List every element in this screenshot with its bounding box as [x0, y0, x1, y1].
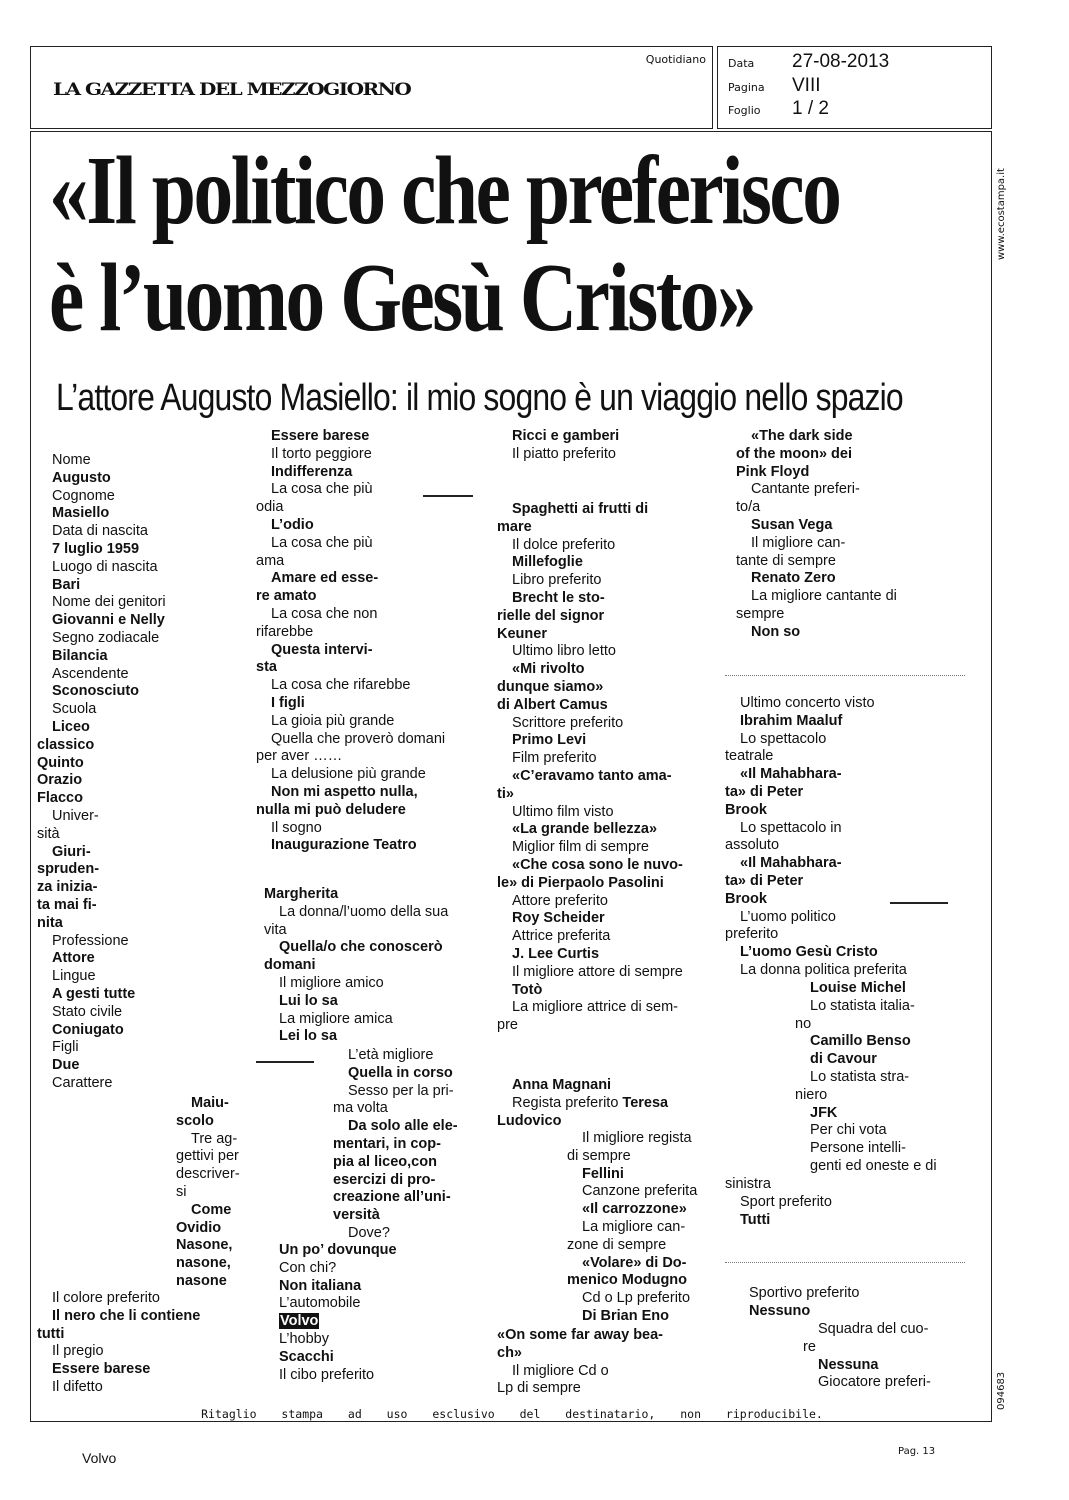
text-line: Ovidio: [176, 1219, 222, 1236]
dotted-divider: [725, 1262, 965, 1263]
text-line: Lo statista italia-: [810, 997, 915, 1014]
text-line: Ludovico: [497, 1112, 562, 1129]
text-line: scolo: [176, 1112, 214, 1129]
newspaper-masthead: LA GAZZETTA DEL MEZZOGIORNO: [53, 79, 411, 100]
column-4-top: [736, 428, 897, 642]
text-line: Tre ag-: [191, 1130, 238, 1147]
text-line: «Il Mahabhara-: [740, 766, 842, 783]
text-line: L’età migliore: [348, 1047, 434, 1063]
text-line: ta» di Peter: [725, 783, 804, 800]
text-line: sinistra: [725, 1176, 771, 1192]
date-value: 27-08-2013: [792, 51, 890, 72]
inline-answer: Teresa: [618, 1094, 669, 1111]
text-line: Orazio: [37, 772, 83, 789]
text-line: Professione: [52, 932, 129, 949]
text-line: Il sogno: [271, 819, 322, 836]
text-line: Susan Vega: [751, 516, 833, 533]
text-line: «On some far away beа-: [497, 1327, 664, 1343]
column-2-sub: [333, 1047, 458, 1243]
text-line: Totò: [512, 981, 543, 998]
text-line: Univer-: [52, 807, 99, 824]
text-line: «Il carrozzone»: [582, 1201, 687, 1218]
text-line: Spaghetti ai frutti di: [512, 501, 649, 517]
text-line: Lingue: [52, 968, 96, 985]
text-line: rielle del signor: [497, 607, 605, 624]
text-line: Coniugato: [52, 1021, 124, 1038]
footer-keyword: Volvo: [82, 1450, 117, 1466]
text-line: ta mai fi-: [37, 896, 97, 913]
text-line: Lo spettacolo in: [740, 819, 842, 836]
text-line: Libro preferito: [512, 572, 602, 589]
text-line: Come: [191, 1201, 232, 1218]
text-line: La cosa che più: [271, 534, 373, 551]
text-line: to/a: [736, 499, 761, 516]
text-line: nulla mi può deludere: [256, 801, 406, 818]
text-line: Giocatore preferi-: [818, 1374, 931, 1391]
text-line: Un po’ dovunque: [279, 1242, 397, 1258]
text-line: versità: [333, 1207, 380, 1224]
site-text: www.ecostampa.it: [996, 168, 1007, 260]
text-line: «Il Mahabhara-: [740, 855, 842, 872]
text-line: Maiu-: [191, 1095, 229, 1111]
text-line: of the moon» dei: [736, 445, 852, 462]
date-row: [728, 51, 988, 73]
text-line: Flacco: [37, 790, 83, 807]
text-line: ama: [256, 552, 285, 569]
text-line: Film preferito: [512, 750, 597, 767]
text-line: Nessuna: [818, 1356, 879, 1373]
text-line: La migliore attrice di sem-: [512, 999, 678, 1016]
text-line: Luogo di nascita: [52, 558, 158, 575]
text-line: Attrice preferita: [512, 928, 611, 945]
text-line: Stato civile: [52, 1003, 123, 1020]
text-line: Per chi vota: [810, 1122, 887, 1139]
text-line: Roy Scheider: [512, 910, 605, 927]
text-line: La cosa che rifarebbe: [271, 677, 411, 694]
clipping-code: [996, 1365, 1012, 1410]
text-line: Millefoglie: [512, 554, 583, 571]
text-line: Con chi?: [279, 1259, 337, 1276]
text-line: Nome dei genitori: [52, 594, 166, 611]
sheet-value: 1 / 2: [792, 98, 829, 119]
text-line: L’uomo Gesù Cristo: [740, 944, 878, 961]
text-line: Pink Floyd: [736, 463, 810, 480]
text-line: Inaugurazione Teatro: [271, 837, 417, 854]
column-3-sub: [567, 1130, 697, 1326]
text-line: Il difetto: [52, 1378, 103, 1395]
text-line: Sesso per la pri-: [348, 1082, 454, 1099]
footer-page-number: Pag. 13: [898, 1446, 936, 1457]
text-line: teatrale: [725, 748, 774, 765]
column-2-middle: [264, 886, 448, 1046]
text-line: niero: [795, 1086, 828, 1103]
text-line: Keuner: [497, 625, 547, 642]
text-line: di sempre: [567, 1147, 631, 1164]
rule-divider: [423, 495, 473, 497]
text-line: Ascendente: [52, 665, 129, 682]
text-line: Louise Michel: [810, 980, 906, 996]
text-line: Sportivo preferito: [749, 1285, 860, 1301]
column-2-top: [256, 428, 445, 855]
text-line: Ultimo concerto visto: [740, 695, 875, 711]
masthead-box: [30, 46, 713, 129]
text-line: sempre: [736, 605, 785, 622]
column-1-bottom: [37, 1290, 200, 1397]
dotted-divider: [725, 675, 965, 676]
text-line: Il migliore attore di sempre: [512, 963, 683, 980]
text-line: Il dolce preferito: [512, 536, 616, 553]
text-line: Non so: [751, 623, 801, 640]
text-line: La cosa che non: [271, 605, 378, 622]
text-line: L’hobby: [279, 1330, 329, 1347]
text-line: Il pregio: [52, 1343, 104, 1360]
text-line: Bari: [52, 576, 81, 593]
text-line: dunque siamo»: [497, 678, 604, 695]
text-line: Indifferenza: [271, 463, 353, 480]
text-line: Il torto peggiore: [271, 445, 372, 462]
text-line: si: [176, 1183, 187, 1200]
text-line: Lei lo sa: [279, 1028, 338, 1045]
text-line: assoluto: [725, 837, 780, 854]
text-line: Brecht le sto-: [512, 589, 605, 606]
subtitle: L’attore Augusto Masiello: il mio sogno è un viaggio nello spazio: [56, 377, 903, 419]
text-line: «Che cosa sono le nuvo-: [512, 856, 683, 873]
page-label: Pagina: [728, 81, 765, 94]
text-line: Cognome: [52, 487, 115, 504]
text-line: per aver ……: [256, 748, 343, 765]
column-1-middle: [176, 1095, 240, 1291]
text-line: Lo statista stra-: [810, 1068, 910, 1085]
text-line: sta: [256, 659, 277, 676]
text-line: Scuola: [52, 701, 97, 718]
text-line: Il piatto preferito: [512, 445, 616, 462]
text-line: La delusione più grande: [271, 766, 426, 783]
text-line: Quinto: [37, 754, 84, 771]
text-line: Renato Zero: [751, 570, 836, 587]
text-line: nasone: [176, 1272, 227, 1289]
code-text: 094683: [996, 1371, 1007, 1410]
text-line: menico Modugno: [567, 1272, 688, 1289]
text-line: esercizi di pro-: [333, 1171, 436, 1188]
text-line: Ricci e gamberi: [512, 428, 620, 444]
text-line: I figli: [271, 694, 305, 711]
text-line: Cantante preferi-: [751, 481, 860, 498]
date-label: Data: [728, 57, 755, 70]
text-line: Il migliore can-: [751, 534, 846, 551]
text-line: no: [795, 1015, 812, 1032]
headline-line-2: è l’uomo Gesù Cristo»: [49, 244, 755, 352]
text-line: preferito: [725, 926, 779, 943]
text-line: L’automobile: [279, 1295, 361, 1312]
column-3-low: [497, 1077, 668, 1130]
text-line: Non italiana: [279, 1277, 362, 1294]
text-line: «C’eravamo tanto ama-: [512, 767, 672, 784]
text-line: L’uomo politico: [740, 908, 836, 925]
text-line: ch»: [497, 1344, 522, 1361]
text-line: La migliore cantante di: [751, 588, 897, 605]
text-line: genti ed oneste e di: [810, 1157, 937, 1174]
text-line: re: [803, 1338, 816, 1355]
text-line: Essere barese: [271, 428, 370, 444]
text-line: 7 luglio 1959: [52, 540, 140, 557]
text-line: Regista preferito Teresa: [512, 1094, 669, 1111]
rule-divider: [890, 902, 948, 904]
text-line: Lo spettacolo: [740, 730, 827, 747]
text-line: Quella/o che conoscerò: [279, 939, 443, 956]
text-line: Il migliore amico: [279, 974, 384, 991]
text-line: Lp di sempre: [497, 1380, 581, 1397]
text-line: re amato: [256, 588, 317, 605]
text-line: Primo Levi: [512, 732, 587, 749]
text-line: Quella che proverò domani: [271, 730, 446, 747]
column-3-top: [497, 428, 619, 464]
text-line: Di Brian Eno: [582, 1307, 670, 1324]
text-line: Giovanni e Nelly: [52, 612, 165, 629]
text-line: di Cavour: [810, 1051, 877, 1068]
text-line: za inizia-: [37, 879, 98, 896]
ecostampa-watermark: [996, 150, 1012, 260]
text-line: Ibrahim Maaluf: [740, 712, 843, 729]
text-line: domani: [264, 957, 316, 974]
text-line: La migliore amica: [279, 1010, 393, 1027]
text-line: Nome: [52, 452, 91, 468]
column-4-sub: [795, 980, 937, 1176]
text-line: mare: [497, 518, 532, 535]
page-row: [728, 75, 988, 97]
copyright-note: Ritaglio stampa ad uso esclusivo del destinatario, non riproducibile.: [201, 1407, 823, 1421]
headline-line-1: «Il politico che preferisco: [49, 137, 840, 245]
text-line: tante di sempre: [736, 552, 836, 569]
text-line: Persone intelli-: [810, 1140, 906, 1157]
text-line: «Volare» di Do-: [582, 1254, 687, 1271]
text-line: Squadra del cuo-: [818, 1321, 929, 1337]
column-4-bottom: [734, 1285, 859, 1321]
text-line: Essere barese: [52, 1361, 151, 1378]
text-line: Canzone preferita: [582, 1183, 698, 1200]
text-line: di Albert Camus: [497, 696, 608, 713]
text-line: La donna/l’uomo della sua: [279, 903, 449, 920]
text-line: pre: [497, 1017, 518, 1034]
text-line: ma volta: [333, 1100, 388, 1117]
text-line: le» di Pierpaolo Pasolini: [497, 874, 664, 891]
headline: [49, 137, 840, 352]
text-line: spruden-: [37, 861, 100, 878]
text-line: Scrittore preferito: [512, 714, 624, 731]
text-line: Il migliore Cd o: [512, 1362, 609, 1379]
text-line: Fellini: [582, 1165, 624, 1182]
text-line: Figli: [52, 1039, 79, 1056]
text-line: JFK: [810, 1104, 838, 1121]
text-line: «La grande bellezza»: [512, 821, 658, 838]
sheet-label: Foglio: [728, 104, 761, 117]
text-line: Questa intervi-: [271, 641, 373, 658]
text-line: Nessuno: [749, 1302, 811, 1319]
column-2-bottom: [264, 1242, 397, 1384]
text-line: Il nero che li contiene: [52, 1307, 201, 1324]
column-4-middle: [725, 695, 907, 980]
text-line: creazione all’uni-: [333, 1189, 451, 1206]
metadata-box: [717, 46, 992, 129]
text-line: La gioia più grande: [271, 712, 395, 729]
text-line: Miglior film di sempre: [512, 839, 649, 856]
text-line: Il colore preferito: [52, 1290, 160, 1306]
text-line: mentari, in cop-: [333, 1135, 441, 1152]
text-line: Nasone,: [176, 1237, 233, 1254]
text-line: ta» di Peter: [725, 872, 804, 889]
text-line: Margherita: [264, 886, 339, 902]
text-line: nasone,: [176, 1255, 231, 1272]
text-line: Dove?: [348, 1224, 390, 1241]
text-line: Attore: [52, 950, 95, 967]
text-line: J. Lee Curtis: [512, 945, 600, 962]
text-line: zone di sempre: [567, 1236, 667, 1253]
text-line: Ultimo film visto: [512, 803, 614, 820]
text-line: pia al liceo,con: [333, 1153, 437, 1170]
text-line: Augusto: [52, 469, 111, 486]
text-line: Liceo: [52, 718, 90, 735]
text-line: Attore preferito: [512, 892, 608, 909]
column-3-bottom: [497, 1327, 663, 1398]
column-4-low: [725, 1176, 832, 1229]
text-line: La donna politica preferita: [740, 961, 907, 978]
text-line: A gesti tutte: [52, 985, 136, 1002]
text-line: Quella in corso: [348, 1064, 453, 1081]
text-line: rifarebbe: [256, 623, 314, 640]
text-line: Due: [52, 1057, 80, 1074]
text-line: Brook: [725, 890, 767, 907]
text-line: odia: [256, 499, 284, 516]
text-line: Ultimo libro letto: [512, 643, 616, 660]
text-line: Data di nascita: [52, 523, 148, 540]
text-line: Scacchi: [279, 1348, 334, 1365]
text-line: gettivi per: [176, 1148, 239, 1165]
text-line: [264, 1313, 397, 1331]
text-line: Tutti: [740, 1211, 771, 1228]
sheet-row: [728, 98, 988, 120]
publication-type: Quotidiano: [645, 53, 706, 66]
rule-divider: [256, 1061, 314, 1063]
text-line: sità: [37, 825, 60, 842]
text-line: Masiello: [52, 505, 110, 522]
text-line: Il cibo preferito: [279, 1366, 375, 1383]
text-line: Sconosciuto: [52, 683, 140, 700]
text-line: tutti: [37, 1325, 65, 1342]
text-line: Giuri-: [52, 843, 91, 860]
text-line: Da solo alle ele-: [348, 1118, 458, 1135]
text-line: La cosa che più: [271, 481, 373, 498]
column-1-top: [37, 452, 166, 1093]
column-4-bottom-sub: [803, 1321, 931, 1392]
column-3-main: [497, 501, 683, 1035]
text-line: Brook: [725, 801, 767, 818]
text-line: Sport preferito: [740, 1193, 832, 1210]
text-line: Bilancia: [52, 647, 108, 664]
text-line: vita: [264, 921, 287, 938]
text-line: «The dark side: [751, 428, 853, 444]
text-line: Segno zodiacale: [52, 629, 160, 646]
page-value: VIII: [792, 75, 821, 96]
text-line: Carattere: [52, 1074, 113, 1091]
text-line: Camillo Benso: [810, 1033, 911, 1050]
text-line: L’odio: [271, 516, 314, 533]
text-line: Amare ed esse-: [271, 570, 379, 587]
text-line: Il migliore regista: [582, 1130, 692, 1146]
text-line: descriver-: [176, 1166, 240, 1183]
highlighted-keyword: Volvo: [280, 1313, 319, 1330]
text-line: classico: [37, 736, 95, 753]
text-line: La migliore can-: [582, 1218, 686, 1235]
text-line: Lui lo sa: [279, 992, 338, 1009]
text-line: Non mi aspetto nulla,: [271, 783, 418, 800]
text-line: «Mi rivolto: [512, 661, 585, 678]
text-line: Cd o Lp preferito: [582, 1290, 691, 1307]
text-line: ti»: [497, 785, 514, 802]
text-line: nita: [37, 914, 63, 931]
text-line: Anna Magnani: [512, 1077, 612, 1093]
